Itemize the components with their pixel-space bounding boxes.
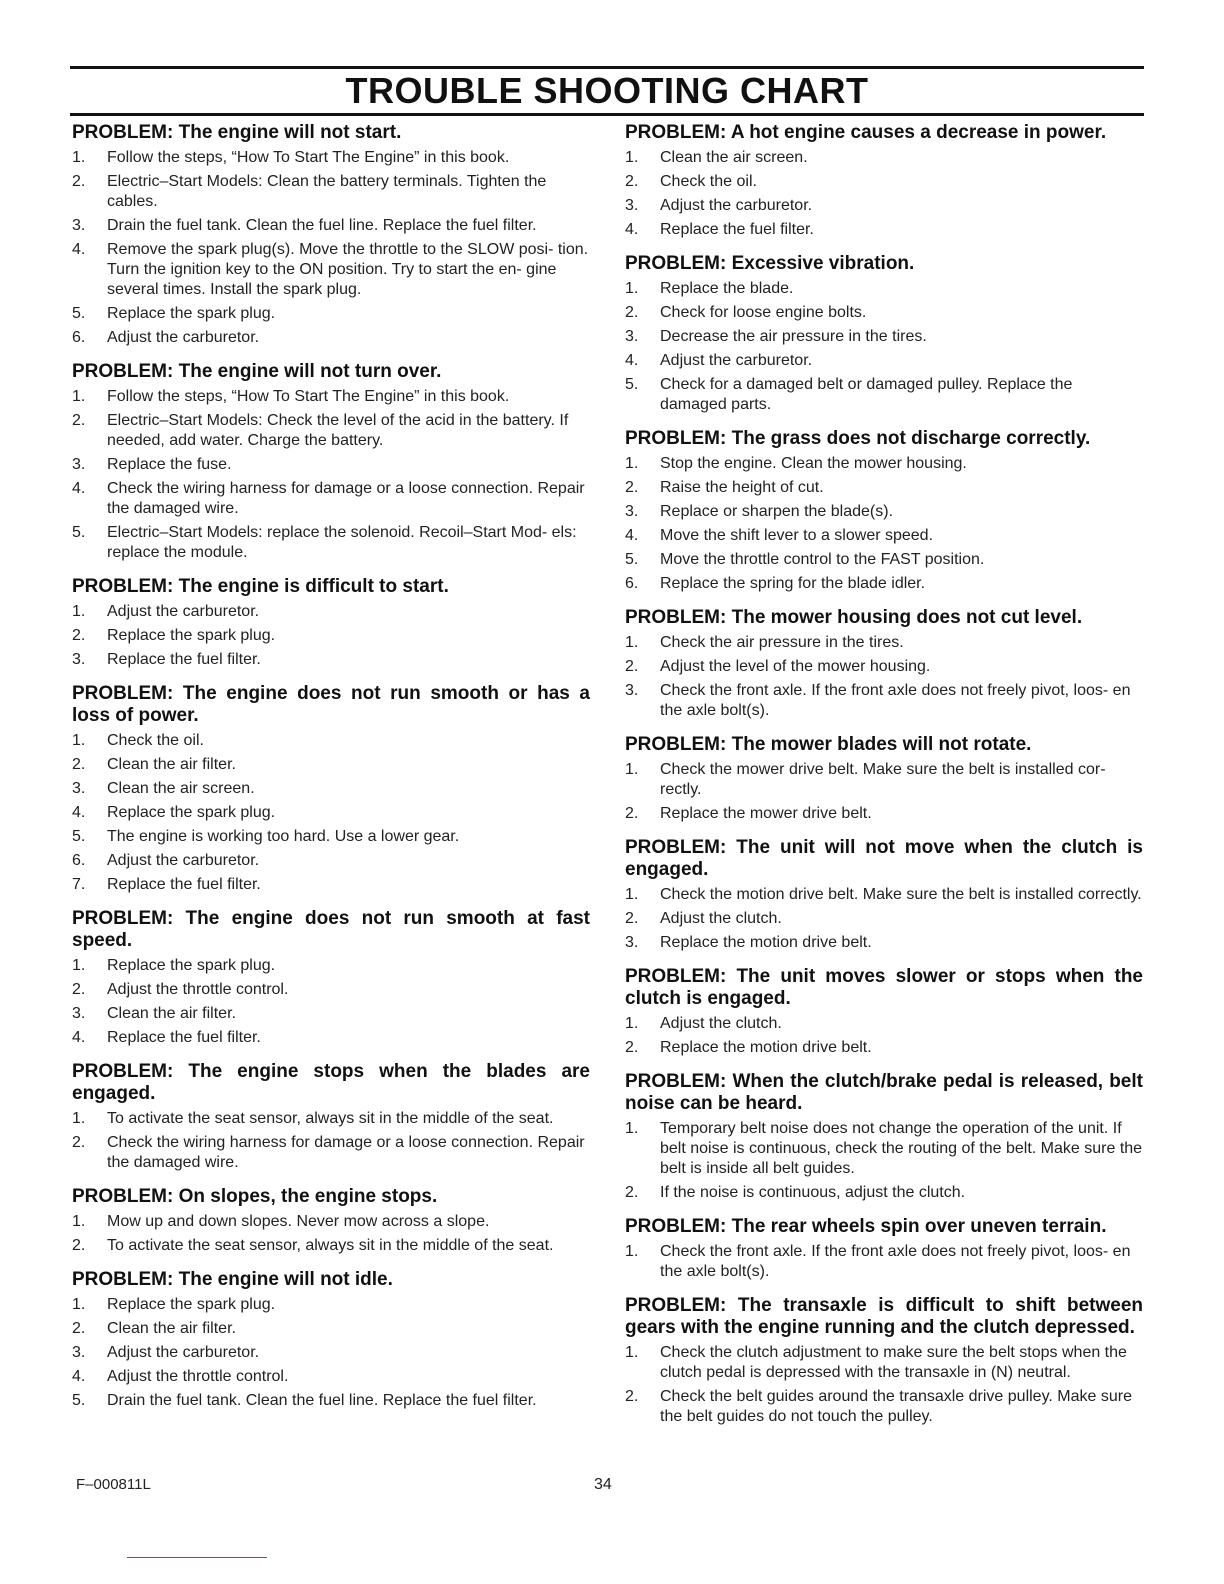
solution-item (72, 328, 590, 348)
solution-item (72, 1133, 590, 1173)
item-number: 1. (625, 280, 639, 297)
solution-item (72, 387, 590, 407)
solution-item (72, 1004, 590, 1024)
item-text: Check the wiring harness for damage or a loose connection. Repair the damaged wire. (107, 480, 585, 517)
item-number: 1. (72, 1110, 86, 1127)
item-text: Drain the fuel tank. Clean the fuel line. Replace the fuel filter. (107, 1392, 537, 1409)
item-number: 2. (72, 1134, 86, 1151)
document-code: F–000811L (76, 1476, 151, 1493)
item-number: 1. (625, 761, 639, 778)
item-number: 2. (72, 981, 86, 998)
item-text: Adjust the carburetor. (107, 329, 260, 346)
solution-list (72, 731, 590, 895)
solution-item (625, 885, 1143, 905)
item-text: Clean the air screen. (107, 780, 255, 797)
solution-item (72, 172, 590, 212)
item-number: 3. (625, 503, 639, 520)
item-text: Adjust the clutch. (660, 910, 782, 927)
item-number: 1. (625, 886, 639, 903)
item-number: 5. (72, 524, 86, 541)
item-text: Check for loose engine bolts. (660, 304, 867, 321)
solution-item (625, 1119, 1143, 1179)
solution-item (72, 827, 590, 847)
problem-section (72, 1269, 590, 1411)
solution-list (72, 387, 590, 563)
solution-item (72, 1028, 590, 1048)
solution-item (72, 1343, 590, 1363)
solution-item (72, 602, 590, 622)
solution-item (625, 681, 1143, 721)
problem-heading: PROBLEM: The engine does not run smooth at fast speed. (72, 908, 590, 951)
item-number: 2. (625, 1388, 639, 1405)
item-text: Electric–Start Models: replace the solenoid. Recoil–Start Mod- els: replace the module. (107, 524, 577, 561)
solution-list (72, 148, 590, 348)
item-text: Replace the blade. (660, 280, 794, 297)
item-number: 4. (72, 804, 86, 821)
item-number: 3. (72, 456, 86, 473)
item-text: Adjust the throttle control. (107, 981, 289, 998)
item-text: Check the wiring harness for damage or a loose connection. Repair the damaged wire. (107, 1134, 585, 1171)
problem-heading: PROBLEM: On slopes, the engine stops. (72, 1186, 438, 1207)
solution-item (72, 1212, 590, 1232)
problem-heading: PROBLEM: A hot engine causes a decrease in power. (625, 122, 1107, 143)
item-number: 6. (72, 329, 86, 346)
item-number: 1. (72, 957, 86, 974)
item-number: 4. (72, 1029, 86, 1046)
item-number: 4. (625, 352, 639, 369)
item-number: 1. (72, 1296, 86, 1313)
problem-heading: PROBLEM: The grass does not discharge correctly. (625, 428, 1091, 449)
item-text: Adjust the carburetor. (107, 852, 260, 869)
item-number: 2. (72, 1320, 86, 1337)
problem-section (625, 734, 1143, 824)
solution-item (625, 550, 1143, 570)
item-number: 2. (72, 1237, 86, 1254)
item-number: 3. (625, 934, 639, 951)
item-number: 2. (625, 805, 639, 822)
solution-item (625, 303, 1143, 323)
item-number: 1. (625, 1120, 639, 1137)
solution-item (625, 220, 1143, 240)
item-text: Move the shift lever to a slower speed. (660, 527, 934, 544)
solution-item (72, 851, 590, 871)
item-text: The engine is working too hard. Use a lower gear. (107, 828, 460, 845)
solution-item (625, 454, 1143, 474)
solution-item (625, 196, 1143, 216)
item-text: Check the oil. (660, 173, 757, 190)
solution-item (625, 574, 1143, 594)
item-number: 1. (72, 732, 86, 749)
problem-heading: PROBLEM: When the clutch/brake pedal is released, belt noise can be heard. (625, 1071, 1143, 1114)
solution-item (625, 1242, 1143, 1282)
item-number: 4. (72, 241, 86, 258)
item-number: 3. (72, 1005, 86, 1022)
item-number: 6. (625, 575, 639, 592)
item-text: Replace the motion drive belt. (660, 934, 872, 951)
item-number: 2. (625, 1184, 639, 1201)
item-text: Replace the fuel filter. (107, 1029, 261, 1046)
item-text: To activate the seat sensor, always sit in the middle of the seat. (107, 1110, 554, 1127)
item-text: Check the front axle. If the front axle does not freely pivot, loos- en the axle bolt(s). (660, 682, 1131, 719)
problem-section (72, 361, 590, 563)
solution-item (72, 1391, 590, 1411)
item-text: Check for a damaged belt or damaged pulley. Replace the damaged parts. (660, 376, 1073, 413)
item-number: 2. (625, 304, 639, 321)
solution-list (625, 760, 1143, 824)
problem-section (625, 1295, 1143, 1427)
solution-list (625, 885, 1143, 953)
item-text: To activate the seat sensor, always sit in the middle of the seat. (107, 1237, 554, 1254)
item-text: Drain the fuel tank. Clean the fuel line. Replace the fuel filter. (107, 217, 537, 234)
problem-section (625, 966, 1143, 1058)
item-number: 5. (625, 376, 639, 393)
problem-heading: PROBLEM: The rear wheels spin over uneven terrain. (625, 1216, 1107, 1237)
item-text: Mow up and down slopes. Never mow across a slope. (107, 1213, 490, 1230)
solution-item (72, 803, 590, 823)
item-text: Check the motion drive belt. Make sure the belt is installed correctly. (660, 886, 1142, 903)
solution-item (625, 657, 1143, 677)
item-number: 1. (625, 634, 639, 651)
item-number: 3. (625, 197, 639, 214)
solution-item (625, 375, 1143, 415)
solution-item (72, 650, 590, 670)
left-column (72, 122, 590, 1424)
item-text: Clean the air filter. (107, 1005, 236, 1022)
item-number: 1. (625, 1243, 639, 1260)
solution-item (625, 760, 1143, 800)
item-number: 1. (625, 1344, 639, 1361)
item-text: Adjust the throttle control. (107, 1368, 289, 1385)
item-number: 6. (72, 852, 86, 869)
solution-item (72, 455, 590, 475)
item-text: Replace the spring for the blade idler. (660, 575, 926, 592)
item-number: 5. (72, 305, 86, 322)
solution-list (625, 454, 1143, 594)
problem-section (72, 683, 590, 895)
solution-list (72, 956, 590, 1048)
solution-item (625, 478, 1143, 498)
bottom-link-line (127, 1557, 267, 1558)
solution-list (625, 1119, 1143, 1203)
solution-item (72, 148, 590, 168)
item-text: Replace the fuse. (107, 456, 232, 473)
solution-list (625, 148, 1143, 240)
item-text: Stop the engine. Clean the mower housing. (660, 455, 967, 472)
item-text: Check the front axle. If the front axle does not freely pivot, loos- en the axle bolt(s). (660, 1243, 1131, 1280)
item-number: 2. (625, 479, 639, 496)
item-number: 2. (72, 412, 86, 429)
solution-item (72, 1367, 590, 1387)
item-number: 3. (72, 651, 86, 668)
page-title: TROUBLE SHOOTING CHART (345, 70, 869, 111)
item-number: 2. (625, 910, 639, 927)
solution-item (72, 304, 590, 324)
item-number: 3. (625, 328, 639, 345)
problem-heading: PROBLEM: The engine will not start. (72, 122, 402, 143)
solution-item (72, 1109, 590, 1129)
item-text: Adjust the carburetor. (107, 1344, 260, 1361)
item-text: Follow the steps, “How To Start The Engine” in this book. (107, 388, 510, 405)
item-text: Raise the height of cut. (660, 479, 824, 496)
solution-item (625, 1387, 1143, 1427)
item-text: Clean the air screen. (660, 149, 808, 166)
item-text: Replace the fuel filter. (107, 651, 261, 668)
item-text: Clean the air filter. (107, 756, 236, 773)
solution-item (625, 327, 1143, 347)
problem-section (72, 1061, 590, 1173)
item-text: Check the belt guides around the transaxle drive pulley. Make sure the belt guides do not touch the pulley. (660, 1388, 1132, 1425)
problem-heading: PROBLEM: Excessive vibration. (625, 253, 915, 274)
solution-item (72, 626, 590, 646)
solution-item (72, 479, 590, 519)
item-text: Check the clutch adjustment to make sure the belt stops when the clutch pedal is depressed with the transaxle in (N) neutral. (660, 1344, 1127, 1381)
item-text: Remove the spark plug(s). Move the throttle to the SLOW posi- tion. Turn the ignition key to the ON position. Try to start the en- gine several times. Install the spark plug. (107, 241, 589, 298)
item-number: 4. (625, 527, 639, 544)
solution-list (625, 1343, 1143, 1427)
solution-item (72, 523, 590, 563)
solution-list (72, 1109, 590, 1173)
item-text: Follow the steps, “How To Start The Engine” in this book. (107, 149, 510, 166)
top-rule (70, 66, 1144, 69)
solution-item (72, 411, 590, 451)
solution-item (625, 279, 1143, 299)
solution-item (625, 909, 1143, 929)
solution-item (625, 148, 1143, 168)
solution-item (72, 731, 590, 751)
problem-section (72, 908, 590, 1048)
item-text: Clean the air filter. (107, 1320, 236, 1337)
item-number: 5. (625, 551, 639, 568)
problem-heading: PROBLEM: The transaxle is difficult to shift between gears with the engine running and the clutch depressed. (625, 1295, 1143, 1338)
item-number: 2. (625, 173, 639, 190)
item-text: Replace or sharpen the blade(s). (660, 503, 894, 520)
solution-item (72, 755, 590, 775)
problem-heading: PROBLEM: The engine is difficult to start. (72, 576, 449, 597)
solution-item (72, 1236, 590, 1256)
solution-list (72, 602, 590, 670)
item-number: 4. (72, 1368, 86, 1385)
problem-section (625, 122, 1143, 240)
item-text: Check the air pressure in the tires. (660, 634, 904, 651)
item-number: 1. (72, 149, 86, 166)
solution-item (72, 1295, 590, 1315)
item-number: 3. (72, 780, 86, 797)
item-text: Adjust the carburetor. (660, 197, 813, 214)
problem-heading: PROBLEM: The engine does not run smooth or has a loss of power. (72, 683, 590, 726)
solution-item (625, 1014, 1143, 1034)
item-text: Replace the spark plug. (107, 804, 276, 821)
item-number: 1. (625, 149, 639, 166)
item-number: 2. (72, 173, 86, 190)
solution-item (72, 980, 590, 1000)
solution-item (72, 956, 590, 976)
solution-item (625, 1038, 1143, 1058)
item-number: 7. (72, 876, 86, 893)
solution-item (72, 240, 590, 300)
item-number: 2. (625, 1039, 639, 1056)
item-text: Replace the spark plug. (107, 957, 276, 974)
item-text: Adjust the carburetor. (660, 352, 813, 369)
solution-list (625, 633, 1143, 721)
item-text: Adjust the level of the mower housing. (660, 658, 931, 675)
item-number: 3. (72, 217, 86, 234)
item-text: Replace the fuel filter. (660, 221, 814, 238)
item-number: 1. (72, 388, 86, 405)
item-text: If the noise is continuous, adjust the clutch. (660, 1184, 966, 1201)
item-text: Decrease the air pressure in the tires. (660, 328, 927, 345)
item-text: Check the mower drive belt. Make sure the belt is installed cor- rectly. (660, 761, 1106, 798)
problem-section (625, 1071, 1143, 1203)
problem-heading: PROBLEM: The unit will not move when the clutch is engaged. (625, 837, 1143, 880)
problem-heading: PROBLEM: The unit moves slower or stops when the clutch is engaged. (625, 966, 1143, 1009)
item-text: Replace the spark plug. (107, 1296, 276, 1313)
solution-list (625, 1242, 1143, 1282)
item-number: 2. (72, 756, 86, 773)
item-number: 2. (72, 627, 86, 644)
problem-heading: PROBLEM: The mower housing does not cut level. (625, 607, 1083, 628)
problem-section (625, 837, 1143, 953)
solution-item (625, 172, 1143, 192)
solution-list (72, 1295, 590, 1411)
page-number: 34 (594, 1476, 612, 1493)
problem-section (625, 607, 1143, 721)
solution-item (72, 1319, 590, 1339)
problem-section (625, 253, 1143, 415)
item-number: 5. (72, 828, 86, 845)
problem-section (625, 428, 1143, 594)
problem-heading: PROBLEM: The mower blades will not rotate. (625, 734, 1032, 755)
item-number: 4. (625, 221, 639, 238)
item-number: 1. (72, 603, 86, 620)
problem-section (72, 122, 590, 348)
solution-item (625, 526, 1143, 546)
solution-item (72, 875, 590, 895)
item-number: 3. (72, 1344, 86, 1361)
item-text: Replace the fuel filter. (107, 876, 261, 893)
item-text: Move the throttle control to the FAST position. (660, 551, 985, 568)
solution-item (625, 933, 1143, 953)
solution-item (625, 1343, 1143, 1383)
right-column (625, 122, 1143, 1440)
problem-section (625, 1216, 1143, 1282)
item-number: 4. (72, 480, 86, 497)
solution-item (625, 804, 1143, 824)
solution-list (625, 279, 1143, 415)
solution-item (625, 1183, 1143, 1203)
item-text: Replace the spark plug. (107, 627, 276, 644)
problem-heading: PROBLEM: The engine will not turn over. (72, 361, 442, 382)
item-number: 2. (625, 658, 639, 675)
item-text: Check the oil. (107, 732, 204, 749)
solution-item (72, 779, 590, 799)
item-text: Adjust the clutch. (660, 1015, 782, 1032)
title-rule (70, 113, 1144, 116)
item-text: Adjust the carburetor. (107, 603, 260, 620)
problem-heading: PROBLEM: The engine stops when the blades are engaged. (72, 1061, 590, 1104)
item-number: 3. (625, 682, 639, 699)
item-text: Replace the motion drive belt. (660, 1039, 872, 1056)
solution-list (72, 1212, 590, 1256)
problem-section (72, 576, 590, 670)
item-text: Replace the spark plug. (107, 305, 276, 322)
item-text: Temporary belt noise does not change the operation of the unit. If belt noise is continuous, check the routing of the belt. Make sure the belt is inside all belt guides. (660, 1120, 1143, 1177)
item-number: 1. (72, 1213, 86, 1230)
item-number: 5. (72, 1392, 86, 1409)
solution-item (72, 216, 590, 236)
item-text: Replace the mower drive belt. (660, 805, 872, 822)
item-text: Electric–Start Models: Check the level of the acid in the battery. If needed, add water. Charge the battery. (107, 412, 569, 449)
solution-item (625, 633, 1143, 653)
item-number: 1. (625, 1015, 639, 1032)
solution-item (625, 351, 1143, 371)
item-text: Electric–Start Models: Clean the battery terminals. Tighten the cables. (107, 173, 547, 210)
problem-heading: PROBLEM: The engine will not idle. (72, 1269, 393, 1290)
item-number: 1. (625, 455, 639, 472)
solution-item (625, 502, 1143, 522)
solution-list (625, 1014, 1143, 1058)
problem-section (72, 1186, 590, 1256)
